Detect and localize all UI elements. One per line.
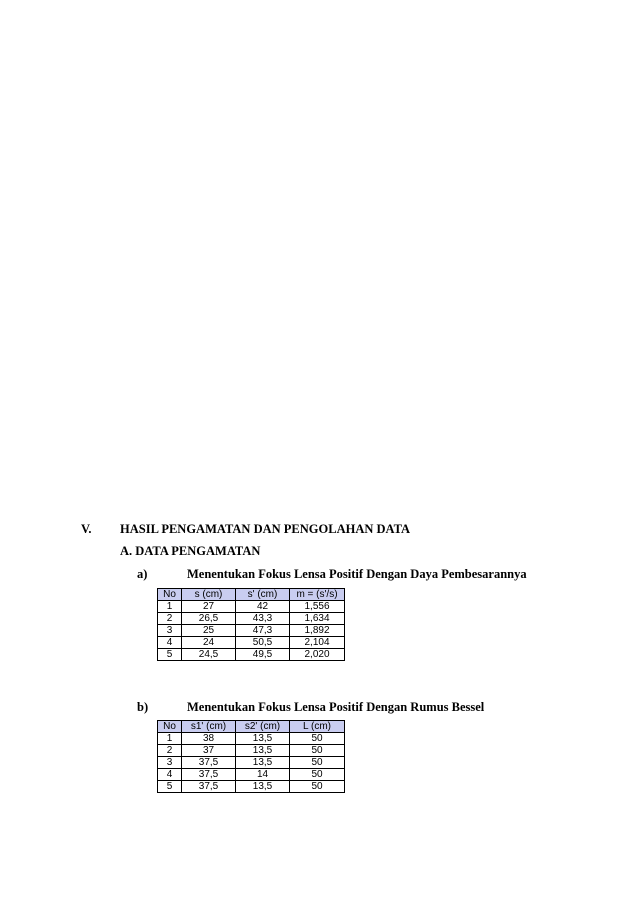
table-cell: 2,104 <box>290 637 345 649</box>
table-cell: 50,5 <box>236 637 290 649</box>
table-cell: 2 <box>158 613 182 625</box>
table-cell: 13,5 <box>236 781 290 793</box>
table-cell: 37,5 <box>182 781 236 793</box>
table-cell: 4 <box>158 769 182 781</box>
table-cell: 2,020 <box>290 649 345 661</box>
column-header: No <box>158 721 182 733</box>
table-cell: 50 <box>290 745 345 757</box>
table-cell: 1 <box>158 601 182 613</box>
part-b-letter: b) <box>137 700 149 714</box>
section-number: V. <box>81 522 92 536</box>
table-cell: 38 <box>182 733 236 745</box>
table-cell: 1,556 <box>290 601 345 613</box>
table-cell: 37 <box>182 745 236 757</box>
table-cell: 37,5 <box>182 757 236 769</box>
table-cell: 1,634 <box>290 613 345 625</box>
table-cell: 50 <box>290 733 345 745</box>
table-cell: 13,5 <box>236 757 290 769</box>
column-header: s (cm) <box>182 589 236 601</box>
table-cell: 37,5 <box>182 769 236 781</box>
column-header: No <box>158 589 182 601</box>
table-row <box>158 745 345 757</box>
table-cell: 3 <box>158 757 182 769</box>
table-magnification <box>157 588 345 661</box>
table-cell: 2 <box>158 745 182 757</box>
table-cell: 3 <box>158 625 182 637</box>
table-cell: 50 <box>290 757 345 769</box>
table-header-row <box>158 721 345 733</box>
column-header: s' (cm) <box>236 589 290 601</box>
table-cell: 13,5 <box>236 745 290 757</box>
table-cell: 4 <box>158 637 182 649</box>
table-row <box>158 649 345 661</box>
table-cell: 1,892 <box>290 625 345 637</box>
table-bessel <box>157 720 345 793</box>
table-cell: 47,3 <box>236 625 290 637</box>
part-a-title: Menentukan Fokus Lensa Positif Dengan Daya Pembesarannya <box>187 567 527 581</box>
table-cell: 27 <box>182 601 236 613</box>
column-header: s2' (cm) <box>236 721 290 733</box>
table-header-row <box>158 589 345 601</box>
table-cell: 13,5 <box>236 733 290 745</box>
table-cell: 43,3 <box>236 613 290 625</box>
table-cell: 49,5 <box>236 649 290 661</box>
table-cell: 24,5 <box>182 649 236 661</box>
table-cell: 25 <box>182 625 236 637</box>
column-header: m = (s'/s) <box>290 589 345 601</box>
table-row <box>158 757 345 769</box>
column-header: s1' (cm) <box>182 721 236 733</box>
table-cell: 14 <box>236 769 290 781</box>
table-row <box>158 637 345 649</box>
column-header: L (cm) <box>290 721 345 733</box>
table-row <box>158 733 345 745</box>
table-row <box>158 781 345 793</box>
table-cell: 50 <box>290 781 345 793</box>
table-cell: 50 <box>290 769 345 781</box>
table-cell: 5 <box>158 781 182 793</box>
table-cell: 5 <box>158 649 182 661</box>
table-cell: 1 <box>158 733 182 745</box>
table-cell: 24 <box>182 637 236 649</box>
table-row <box>158 769 345 781</box>
table-cell: 26,5 <box>182 613 236 625</box>
section-title: HASIL PENGAMATAN DAN PENGOLAHAN DATA <box>120 522 411 536</box>
part-a-letter: a) <box>137 567 148 581</box>
part-b-title: Menentukan Fokus Lensa Positif Dengan Rumus Bessel <box>187 700 485 714</box>
table-row <box>158 601 345 613</box>
subsection-title: A. DATA PENGAMATAN <box>120 544 261 558</box>
table-row <box>158 625 345 637</box>
table-cell: 42 <box>236 601 290 613</box>
table-row <box>158 613 345 625</box>
